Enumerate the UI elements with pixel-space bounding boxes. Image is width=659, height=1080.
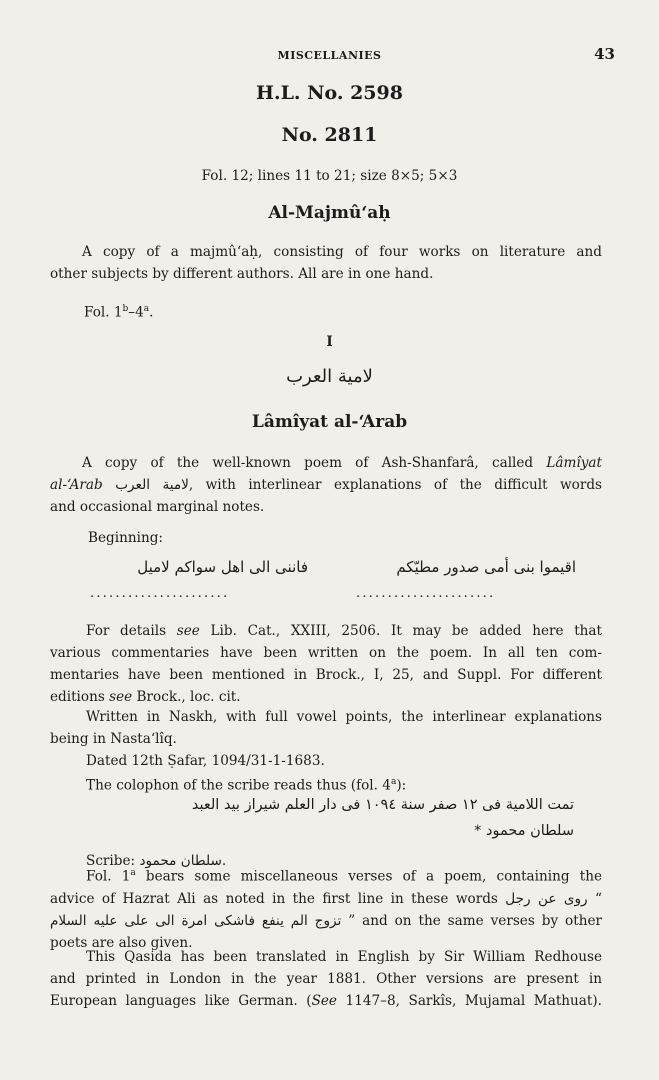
section-title: Lâmîyat al-‘Arab xyxy=(251,412,408,432)
text-run: editions xyxy=(50,689,110,705)
written-paragraph xyxy=(50,706,602,750)
fol1a-paragraph xyxy=(50,862,602,954)
folio-range-dash: –4 xyxy=(128,304,144,321)
text-run: ): xyxy=(396,777,407,794)
see-italic: See xyxy=(311,993,337,1009)
colophon-arabic-line: تمت اللامية فى ١٢ صفر سنة ١٠٩٤ فى دار العلم شيراز بيد العبد xyxy=(191,797,574,813)
qasida-line xyxy=(50,990,602,1012)
text-run: advice of Hazrat Ali as noted in the first line in these words xyxy=(50,890,506,907)
folio-sup: a xyxy=(143,304,150,314)
section-numeral: I xyxy=(326,334,333,350)
written-line: being in Nasta‘lîq. xyxy=(50,731,177,747)
beginning-label: Beginning: xyxy=(88,530,163,546)
qasida-line: and printed in London in the year 1881. Other versions are present in xyxy=(50,971,602,987)
folio-info: Fol. 12; lines 11 to 21; size 8×5; 5×3 xyxy=(201,168,458,184)
details-line xyxy=(50,620,602,642)
see-italic: see xyxy=(109,689,133,705)
beginning-hemistich-left: فاننى الى اهل سواكم لاميل xyxy=(137,558,308,576)
folio-sup: b xyxy=(122,304,129,314)
arabic-quote: روى عن رجل xyxy=(505,890,588,907)
hl-number: H.L. No. 2598 xyxy=(256,82,403,104)
fol1a-line: poets are also given. xyxy=(50,934,193,951)
italic-title: Lâmîyat xyxy=(546,455,602,471)
intro-paragraph xyxy=(50,241,602,285)
colophon-intro xyxy=(86,771,406,797)
text-run: Fol. 1 xyxy=(86,868,131,885)
folio-range xyxy=(84,298,153,324)
text-run: 1147–8, Sarkîs, Mujamal Mathuat). xyxy=(336,993,602,1009)
scribe-name-arabic: سلطان محمود xyxy=(139,853,222,869)
intro-line: other subjects by different authors. All are in one hand. xyxy=(50,266,434,282)
fol1a-line xyxy=(50,862,602,888)
see-italic: see xyxy=(176,623,200,639)
folio-sup: a xyxy=(390,777,397,787)
details-line: various commentaries have been written on the poem. In all ten com- xyxy=(50,645,602,661)
ellipsis-dots: ...................... xyxy=(90,586,230,601)
text-run: and on the same verses by other xyxy=(362,912,603,929)
fol1a-line xyxy=(50,910,602,932)
quote-mark: ” xyxy=(341,912,363,929)
qasida-paragraph xyxy=(50,946,602,1012)
catalog-number: No. 2811 xyxy=(281,124,378,146)
text-run: , with interlinear explanations of the difficult words xyxy=(188,477,602,493)
text-run: Lib. Cat., XXIII, 2506. It may be added here that xyxy=(199,623,603,639)
section-intro-line xyxy=(50,452,602,474)
colophon-arabic-line: سلطان محمود * xyxy=(474,823,574,839)
folio-range-prefix: Fol. 1 xyxy=(84,304,123,321)
ellipsis-dots: ...................... xyxy=(356,586,496,601)
arabic-title-inline: لامية العرب xyxy=(115,477,189,493)
dated-line: Dated 12th Ṣafar, 1094/31-1-1683. xyxy=(86,753,325,769)
beginning-hemistich-right: اقيموا بنى أمى صدور مطيّكم xyxy=(396,558,576,576)
folio-sup: a xyxy=(130,868,136,878)
section-intro-line: and occasional marginal notes. xyxy=(50,499,265,515)
details-line xyxy=(50,686,602,708)
written-line: Written in Naskh, with full vowel points, the interlinear explanations xyxy=(86,709,602,725)
page-number: 43 xyxy=(594,45,615,63)
section-intro-line xyxy=(50,474,602,496)
running-header: MISCELLANIES xyxy=(277,49,382,62)
text-run: The colophon of the scribe reads thus (fol. 4 xyxy=(86,777,391,794)
details-line: mentaries have been mentioned in Brock., I, 25, and Suppl. For different xyxy=(50,667,602,683)
fol1a-line xyxy=(50,888,602,910)
text-run: For details xyxy=(86,623,177,639)
text-run: Brock., loc. cit. xyxy=(132,689,241,705)
arabic-quote: تزوج الم ينفع فاشكى امرة الى على عليه السلام xyxy=(50,912,342,929)
folio-range-end: . xyxy=(149,304,154,321)
text-run: A copy of the well-known poem of Ash-Shanfarâ, called xyxy=(82,455,547,471)
section-arabic-title: لامية العرب xyxy=(286,366,373,387)
text-run: . xyxy=(221,853,227,869)
quote-mark: “ xyxy=(587,890,602,907)
text-run: European languages like German. ( xyxy=(50,993,312,1009)
intro-line: A copy of a majmû‘aḥ, consisting of four works on literature and xyxy=(82,244,602,260)
italic-title: al-‘Arab xyxy=(50,477,103,493)
details-paragraph xyxy=(50,620,602,708)
scribe-label: Scribe: xyxy=(86,853,136,869)
text-run: bears some miscellaneous verses of a poem, containing the xyxy=(135,868,602,885)
qasida-line: This Qasida has been translated in English by Sir William Redhouse xyxy=(86,949,602,965)
work-title: Al-Majmû‘aḥ xyxy=(268,203,391,223)
section-intro-paragraph xyxy=(50,452,602,518)
